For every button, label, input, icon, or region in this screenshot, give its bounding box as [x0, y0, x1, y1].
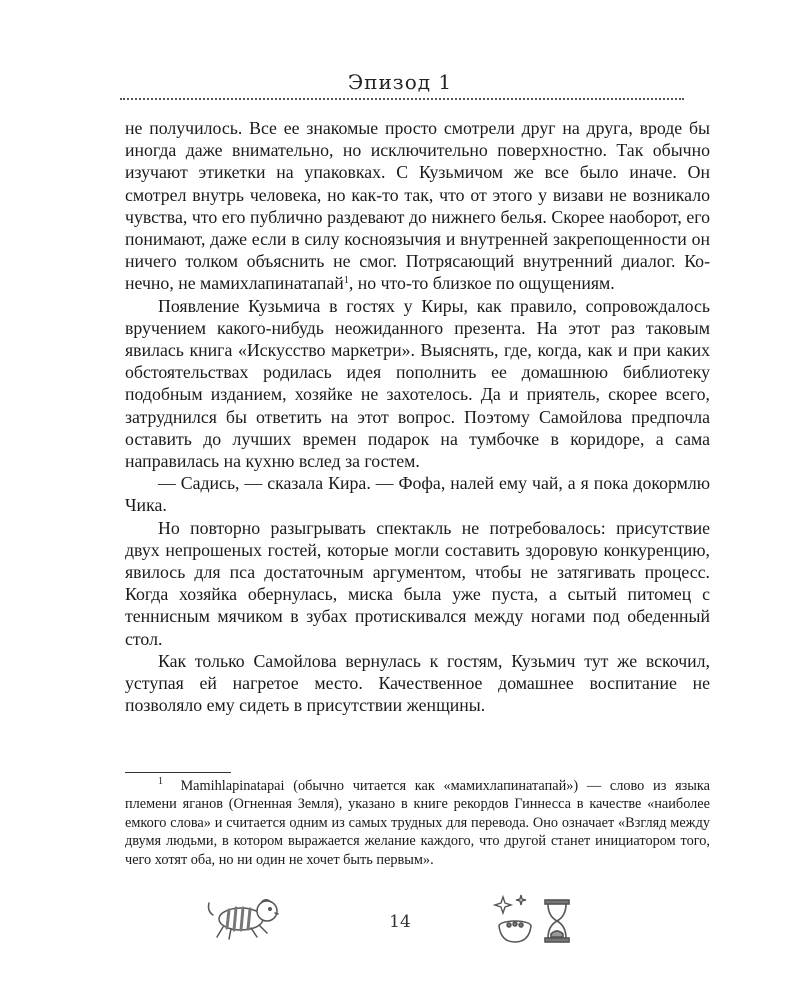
footnote-rule	[125, 772, 231, 773]
pet-bowl-icon	[494, 918, 536, 946]
paragraph-text: , но что-то близкое по ощущениям.	[348, 273, 615, 294]
main-text	[125, 117, 710, 716]
footnote	[125, 777, 710, 869]
footnote-reference[interactable]: 1	[343, 275, 349, 287]
paragraph: — Садись, — сказала Кира. — Фофа, налей ему чай, а я пока докормлю Чика.	[125, 473, 710, 516]
paragraph: Появление Кузьмича в гостях у Киры, как правило, сопровождалось вручением какого-нибудь неожиданного презента. На этот раз таковым явилась книга «Искусство маркетри». Выяснять, где, когда, как и при каких обстоятельствах родилась идея пополнить ее домашнюю библиотеку подобным изданием, хозяйке не захотелось. Да и приятель, скорее всего, затруднился бы ответить на этот вопрос. Поэтому Самойлова предпочла оставить до лучших времен подарок на тумбочке в коридоре, а сама направилась на кухню вслед за гостем.	[125, 295, 710, 472]
paragraph-text: не получилось. Все ее знакомые просто смотрели друг на друга, вроде бы иногда даже внимательно, но исключительно поверхностно. Так обычно изучают этикетки на упаковках. С Кузьмичом же все было иначе. Он смотрел внутрь человека, но как-то так, что от этого у визави не возникало чувства, что его публично раздевают до нижнего белья. Скорее наоборот, его понимают, даже если в силу косноязычия и внутренней закрепощенности он ничего толком объяснить не смог. Потрясающий внутренний диалог. Конечно, не мамихлапинатапай	[125, 118, 710, 294]
hourglass-icon	[542, 898, 572, 944]
page-number: 14	[389, 912, 411, 932]
footnote-marker: 1	[158, 776, 163, 787]
sparkle-icon	[493, 893, 533, 917]
paragraph: Но повторно разыгрывать спектакль не потребовалось: присутствие двух непрошеных гостей, которые могли составить здоровую конкуренцию, явилось для пса достаточным аргументом, чтобы не затягивать процесс. Когда хозяйка обернулась, миска была уже пуста, а сытый питомец с теннисным мячиком в зубах протискивался между ногами под обеденный стол.	[125, 517, 710, 649]
paragraph: Как только Самойлова вернулась к гостям, Кузьмич тут же вскочил, уступая ей нагретое место. Качественное домашнее воспитание не позволяло ему сидеть в присутствии женщины.	[125, 650, 710, 716]
header-dotted-rule	[120, 98, 684, 100]
paragraph	[125, 117, 710, 295]
running-title: Эпизод 1	[347, 70, 453, 94]
footnote-text: Mamihlapinatapai (обычно читается как «мамихлапинатапай») — слово из языка племени яганов (Огненная Земля), указано в книге рекордов Гиннесса в качестве «наиболее емкого слова» и считается одним из самых трудных для перевода. Оно означает «Взгляд между двумя людьми, в котором выражается желание каждого, что другой станет инициатором того, чего хотят оба, но ни один не хочет быть первым».	[125, 778, 710, 868]
